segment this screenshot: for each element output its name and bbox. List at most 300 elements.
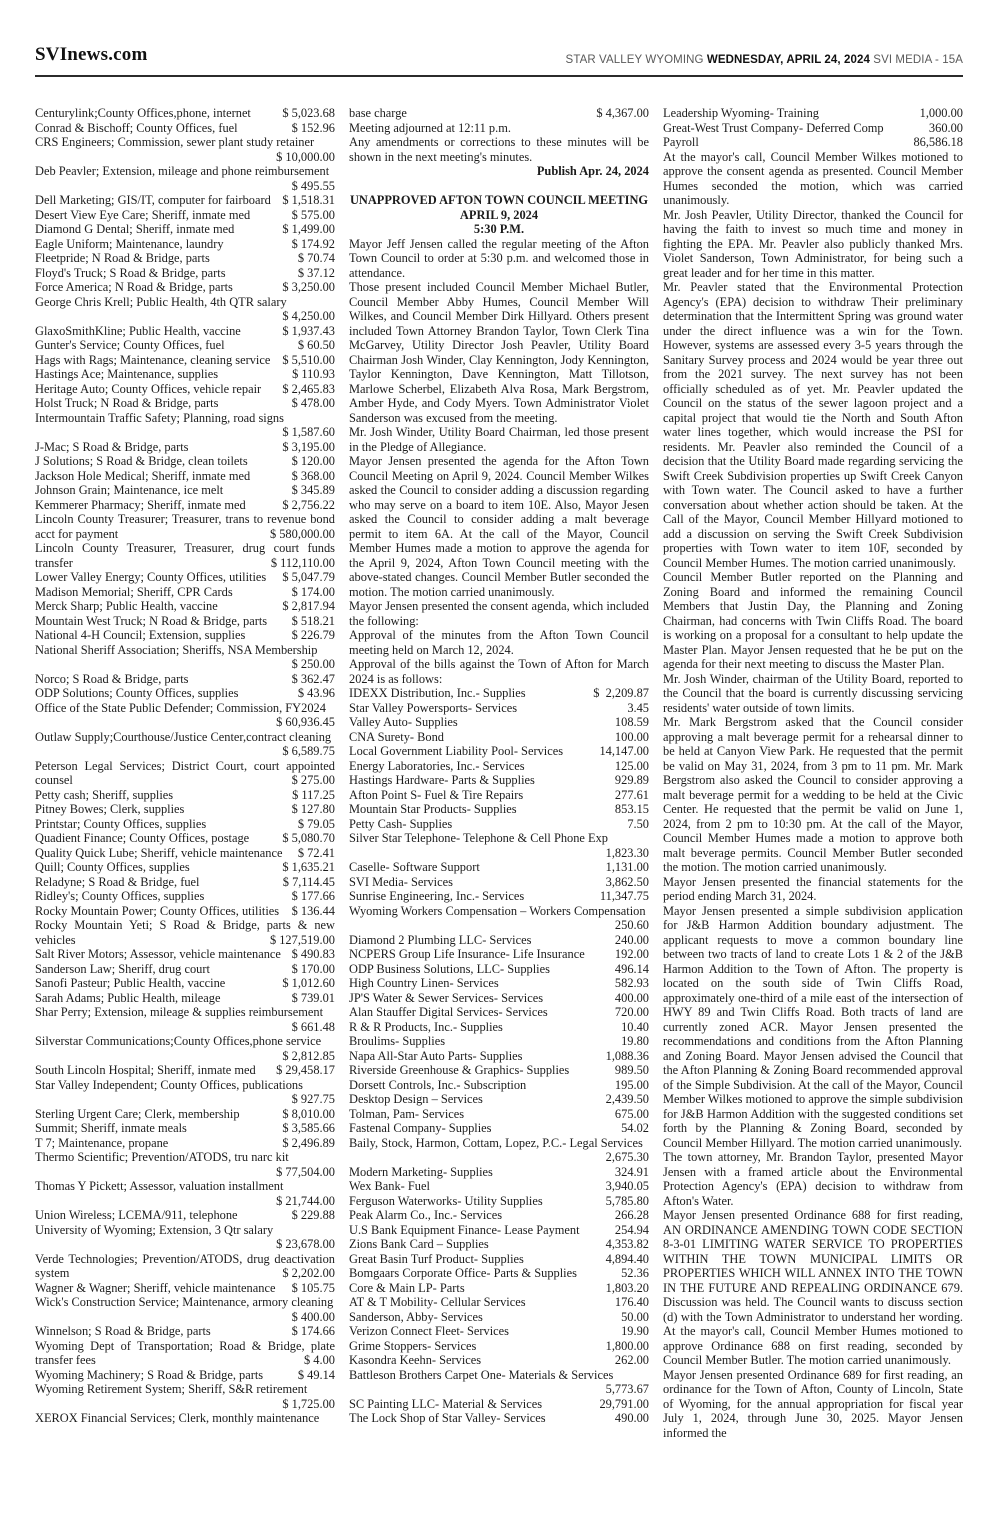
county-bill-entry: [35, 106, 335, 121]
bill-amount: 490.00: [614, 1411, 649, 1425]
vendor-description: Pitney Bowes; Clerk, supplies: [35, 802, 185, 816]
county-bill-entry: [35, 454, 335, 469]
county-bill-entry: [35, 396, 335, 411]
vendor-description: Floyd's Truck; S Road & Bridge, parts: [35, 265, 226, 280]
bill-amount: $ 1,937.43: [282, 323, 335, 338]
town-bill-entry: [349, 1020, 649, 1035]
vendor-description: Payroll: [663, 135, 699, 149]
bill-amount: 3,862.50: [605, 874, 649, 889]
bill-amount: 195.00: [614, 1077, 649, 1092]
vendor-description: Local Government Liability Pool- Services: [349, 744, 564, 758]
county-bill-entry: [35, 1411, 335, 1426]
vendor-description: J Solutions; S Road & Bridge, clean toilets: [35, 454, 248, 468]
town-bill-entry: [349, 860, 649, 875]
vendor-description: Ridley's; County Offices, supplies: [35, 889, 205, 903]
county-bill-entry: [35, 889, 335, 904]
body-paragraph: Those present included Council Member Michael Butler, Council Member Abby Humes, Council Member Will Wilkes, and Council Member Dirk Hillyard. Others present included Town Attorney Brandon Taylor, Town Clerk Tina McGarvey, Utility Director Josh Peavler, Utility Board Chairman Josh Winder, Clay Kennington, Jody Kennington, Taylor Kennington, Dave Kennington, Matt Tillotson, Marlowe Scherbel, Elizabeth Alva Rosa, Mark Bergstrom, Amber Hyde, and Cody Myers. Town Administrator Violet Sanderson was excused from the meeting.: [349, 280, 649, 425]
bill-amount: 5,773.67: [605, 1382, 649, 1396]
town-bill-entry: [349, 976, 649, 991]
vendor-description: CNA Surety- Bond: [349, 729, 444, 744]
bill-amount: 4,894.40: [605, 1251, 649, 1266]
bill-amount: $ 4,250.00: [282, 309, 335, 323]
bill-amount: $ 136.44: [291, 903, 335, 918]
bill-amount: 1,131.00: [605, 860, 649, 874]
town-bill-entry: [349, 1136, 649, 1165]
vendor-description: Silver Star Telephone- Telephone & Cell Phone Exp: [349, 831, 608, 845]
bill-amount: 266.28: [614, 1208, 649, 1222]
bill-amount: $ 400.00: [291, 1309, 335, 1324]
vendor-description: Broulims- Supplies: [349, 1034, 446, 1048]
masthead-region: STAR VALLEY WYOMING: [565, 54, 707, 66]
vendor-description: Leadership Wyoming- Training: [663, 106, 819, 120]
meeting-heading-date: APRIL 9, 2024: [459, 207, 539, 222]
bill-amount: $ 575.00: [291, 207, 335, 222]
vendor-description: Afton Point S- Fuel & Tire Repairs: [349, 787, 524, 802]
bill-amount: $ 21,744.00: [276, 1193, 335, 1208]
bill-amount: $ 3,585.66: [282, 1121, 335, 1135]
closing-paragraphs: [349, 121, 649, 165]
bill-amount: 496.14: [614, 961, 649, 976]
vendor-description: Great Basin Turf Product- Supplies: [349, 1251, 524, 1266]
bill-amount: $ 5,023.68: [282, 106, 335, 120]
minutes-paragraphs-continued: [663, 150, 963, 1441]
town-bill-entry: [349, 1194, 649, 1209]
town-bill-entry: [349, 1237, 649, 1252]
vendor-description: Wyoming Dept of Transportation; Road & Bridge, plate transfer fees: [35, 1338, 335, 1367]
bill-amount: $ 170.00: [291, 961, 335, 976]
county-bill-entry: [35, 1136, 335, 1151]
town-bill-entry: [349, 1324, 649, 1339]
vendor-description: Sanofi Pasteur; Public Health, vaccine: [35, 976, 226, 990]
body-paragraph: Mayor Jensen presented a simple subdivision application for J&B Harmon Addition boundary adjustment. The applicant requests to move a common boundary line between two tracts of land to create Lots 1 & 2 of the J&B Harmon Addition to the Town of Afton. The property is located on the south side of Twin Cliffs Road, approximately one-third of a mile east of the intersection of HWY 89 and Twin Cliffs Road. Both tracts of land are currently zoned ACR. Mayor Jensen presented the recommendations and conditions from the Afton Planning and Zoning Board. Mayor Jensen advised the Council that the Afton Planning & Zoning Board recommended approval of the Simple Subdivision. At the call of the Mayor, Council Member Wilkes motioned to approve the simple subdivision for J&B Harmon Addition with the suggested conditions set forth by the Planning & Zoning Board, seconded by Council Member Hillyard. The motion carried unanimously.: [663, 903, 963, 1150]
vendor-description: George Chris Krell; Public Health, 4th QTR salary: [35, 294, 287, 309]
town-bill-entry: [663, 121, 963, 136]
town-bill-entry: [349, 875, 649, 890]
vendor-description: Wagner & Wagner; Sheriff, vehicle maintenance: [35, 1280, 276, 1295]
vendor-description: Conrad & Bischoff; County Offices, fuel: [35, 120, 238, 135]
bill-amount: $ 117.25: [292, 787, 335, 802]
vendor-description: Outlaw Supply;Courthouse/Justice Center,contract cleaning: [35, 729, 332, 744]
town-bill-entry: [349, 962, 649, 977]
county-bill-entry: [35, 1324, 335, 1339]
masthead-edition: SVI MEDIA - 15A: [870, 54, 963, 66]
masthead-date: WEDNESDAY, APRIL 24, 2024: [706, 54, 870, 66]
town-bill-entry: [349, 817, 649, 832]
county-bill-entry: [35, 701, 335, 730]
county-bill-entry: [35, 237, 335, 252]
bill-amount: $ 226.79: [291, 628, 335, 642]
vendor-description: JP'S Water & Sewer Services- Services: [349, 990, 544, 1005]
vendor-description: South Lincoln Hospital; Sheriff, inmate med: [35, 1063, 256, 1077]
vendor-description: Winnelson; S Road & Bridge, parts: [35, 1324, 211, 1338]
vendor-description: J-Mac; S Road & Bridge, parts: [35, 439, 189, 454]
county-bill-entry: [35, 1179, 335, 1208]
vendor-description: Lower Valley Energy; County Offices, utilities: [35, 570, 267, 584]
bill-amount: 5,785.80: [605, 1193, 649, 1208]
bill-amount: $ 2,202.00: [282, 1266, 335, 1280]
vendor-description: Dell Marketing; GIS/IT, computer for fairboard: [35, 193, 271, 207]
county-bill-entry: [35, 730, 335, 759]
bill-amount: 86,586.18: [913, 135, 963, 149]
vendor-description: Energy Laboratories, Inc.- Services: [349, 758, 525, 773]
town-bill-entry: [349, 889, 649, 904]
county-bill-entry: [35, 759, 335, 788]
body-paragraph: Mr. Josh Winder, chairman of the Utility Board, reported to the Council that the board is currently discussing servicing residents' water outside of town limits.: [663, 671, 963, 715]
county-bill-entry: [35, 991, 335, 1006]
bill-amount: 262.00: [614, 1353, 649, 1367]
body-paragraph: Mr. Josh Peavler, Utility Director, thanked the Council for having the faith to invest so much time and money in fighting the EPA. Mr. Peavler also publicly thanked Mrs. Violet Sanderson, Town Administrator, for being such a great leader and for her time in this matter.: [663, 207, 963, 280]
county-bill-entry: [35, 338, 335, 353]
town-bill-entry: [349, 759, 649, 774]
bill-amount: $ 105.75: [291, 1280, 335, 1295]
bill-amount: $ 3,250.00: [282, 280, 335, 294]
county-bill-entry: [35, 1107, 335, 1122]
body-paragraph: Mayor Jensen presented the agenda for the Afton Town Council Meeting on April 9, 2024. Council Member Wilkes asked the Council to consider adding a discussion regarding who may serve on a board to item 10E. Also, Mayor Jesen asked the Council to consider adding a malt beverage permit to item 6A. At the call of the Mayor, Council Member Humes made a motion to approve the agenda for the April 9, 2024, Afton Town Council meeting with the above-stated changes. Council Member Butler seconded the motion. The motion carried unanimously.: [349, 454, 649, 599]
bill-amount: $ 1,725.00: [282, 1396, 335, 1411]
bill-amount: 989.50: [614, 1063, 649, 1077]
vendor-description: Gunter's Service; County Offices, fuel: [35, 338, 225, 352]
body-paragraph: Mr. Josh Winder, Utility Board Chairman, led those present in the Pledge of Allegiance.: [349, 425, 649, 454]
bill-amount: 324.91: [614, 1164, 649, 1179]
bill-amount: $ 495.55: [291, 178, 335, 193]
county-bill-entry: [35, 1382, 335, 1411]
bill-amount: $ 127,519.00: [269, 932, 335, 947]
bill-amount: $ 478.00: [291, 396, 335, 410]
county-bill-entry: [35, 469, 335, 484]
bill-amount: $ 739.01: [291, 990, 335, 1005]
bill-amount: $ 43.96: [297, 686, 335, 700]
county-bill-entry: [35, 1005, 335, 1034]
county-bill-entry: [35, 672, 335, 687]
bill-amount: $ 2,756.22: [282, 497, 335, 512]
vendor-description: Silverstar Communications;County Offices,phone service: [35, 1034, 322, 1048]
vendor-description: Heritage Auto; County Offices, vehicle repair: [35, 381, 262, 396]
county-bill-entry: [35, 628, 335, 643]
vendor-description: IDEXX Distribution, Inc.- Supplies: [349, 686, 526, 700]
county-bill-entry: [35, 817, 335, 832]
county-bill-entry: [35, 976, 335, 991]
county-bill-entry: [35, 541, 335, 570]
vendor-description: Quality Quick Lube; Sheriff, vehicle maintenance: [35, 845, 283, 860]
county-bill-entry: [35, 280, 335, 295]
vendor-description: Wick's Construction Service; Maintenance, armory cleaning: [35, 1295, 334, 1309]
county-bill-entry: [35, 193, 335, 208]
vendor-description: Peak Alarm Co., Inc.- Services: [349, 1208, 503, 1222]
bill-amount: 14,147.00: [599, 744, 649, 758]
bill-amount: 100.00: [614, 729, 649, 744]
body-paragraph: Approval of the minutes from the Afton Town Council meeting held on March 12, 2024.: [349, 628, 649, 657]
bill-amount: $ 77,504.00: [276, 1164, 335, 1179]
bill-amount: $ 120.00: [291, 454, 335, 468]
vendor-description: Ferguson Waterworks- Utility Supplies: [349, 1193, 543, 1208]
county-bill-entry: [35, 904, 335, 919]
bill-amount: 1,000.00: [919, 106, 963, 120]
town-bill-entry: [349, 1107, 649, 1122]
town-bill-entry: [349, 1034, 649, 1049]
vendor-description: Riverside Greenhouse & Graphics- Supplies: [349, 1063, 570, 1077]
vendor-description: Alan Stauffer Digital Services- Services: [349, 1005, 548, 1019]
county-bill-entry: [35, 875, 335, 890]
masthead-dateline: [566, 54, 963, 66]
vendor-description: Thermo Scientific; Prevention/ATODS, tru narc kit: [35, 1150, 289, 1164]
bill-amount: $ 79.05: [297, 816, 335, 831]
bill-amount: 853.15: [614, 802, 649, 816]
bill-amount: 3,940.05: [605, 1179, 649, 1193]
bill-amount: 10.40: [621, 1019, 649, 1034]
town-bill-entry: [349, 1252, 649, 1267]
county-bill-entry: [35, 686, 335, 701]
vendor-description: Mountain Star Products- Supplies: [349, 802, 517, 816]
vendor-description: National 4-H Council; Extension, supplies: [35, 628, 246, 642]
bill-amount: $ 127.80: [291, 802, 335, 816]
town-bill-entry: [349, 1368, 649, 1397]
bill-amount: $ 112,110.00: [270, 555, 335, 570]
town-bill-entry: [349, 1339, 649, 1354]
town-bills-list-continued: [663, 106, 963, 150]
masthead: [35, 0, 963, 77]
vendor-description: Desert View Eye Care; Sheriff, inmate med: [35, 207, 251, 222]
county-bill-entry: [35, 918, 335, 947]
column-1-county-bills: [35, 106, 335, 1440]
county-bill-entry: [35, 1063, 335, 1078]
vendor-description: Summit; Sheriff, inmate meals: [35, 1121, 187, 1135]
county-bill-entry: [35, 324, 335, 339]
bill-amount: 400.00: [614, 990, 649, 1005]
county-bill-entry: [35, 367, 335, 382]
town-bill-entry: [349, 933, 649, 948]
town-bill-entry: [349, 904, 649, 933]
county-bill-entry: [35, 1223, 335, 1252]
town-bill-entry: [349, 701, 649, 716]
county-bill-entry: [35, 266, 335, 281]
county-bill-entry: [35, 1121, 335, 1136]
bill-amount: $ 70.74: [297, 251, 335, 265]
bill-amount: $ 60.50: [297, 338, 335, 352]
vendor-description: Wyoming Workers Compensation – Workers Compensation: [349, 903, 646, 918]
vendor-description: Sanderson, Abby- Services: [349, 1309, 483, 1324]
vendor-description: University of Wyoming; Extension, 3 Qtr salary: [35, 1222, 274, 1237]
vendor-description: Great-West Trust Company- Deferred Comp: [663, 120, 884, 135]
meeting-heading-title: UNAPPROVED AFTON TOWN COUNCIL MEETING: [349, 193, 649, 207]
vendor-description: Caselle- Software Support: [349, 860, 480, 874]
vendor-description: Holst Truck; N Road & Bridge, parts: [35, 396, 219, 410]
bill-amount: 1,823.30: [605, 845, 649, 860]
vendor-description: Reladyne; S Road & Bridge, fuel: [35, 874, 200, 889]
bill-amount: 11,347.75: [599, 889, 649, 903]
bill-amount: 582.93: [614, 976, 649, 990]
bill-amount: 2,439.50: [605, 1092, 649, 1106]
bill-amount: $ 2,817.94: [282, 599, 335, 613]
vendor-description: The Lock Shop of Star Valley- Services: [349, 1411, 546, 1425]
vendor-description: Diamond G Dental; Sheriff, inmate med: [35, 222, 235, 236]
vendor-description: Sunrise Engineering, Inc.- Services: [349, 889, 525, 903]
bill-amount: 7.50: [627, 816, 649, 831]
vendor-description: Office of the State Public Defender; Commission, FY2024: [35, 700, 326, 715]
town-bill-entry: [349, 1281, 649, 1296]
vendor-description: Shar Perry; Extension, mileage & supplies reimbursement: [35, 1005, 324, 1019]
vendor-description: ODP Business Solutions, LLC- Supplies: [349, 961, 550, 976]
vendor-description: Fleetpride; N Road & Bridge, parts: [35, 251, 210, 265]
bill-amount: 3.45: [627, 700, 649, 715]
county-bill-entry: [35, 585, 335, 600]
bill-amount: $ 10,000.00: [276, 149, 335, 164]
vendor-description: Petty cash; Sheriff, supplies: [35, 787, 174, 802]
vendor-description: Star Valley Powersports- Services: [349, 700, 518, 715]
county-bill-entry: [35, 353, 335, 368]
town-bills-list: [349, 686, 649, 1426]
body-paragraph: Mayor Jeff Jensen called the regular meeting of the Afton Town Council to order at 5:30 p.m. and welcomed those in attendance.: [349, 236, 649, 280]
bill-amount: 254.94: [614, 1222, 649, 1237]
county-bill-entry: [35, 121, 335, 136]
vendor-description: Madison Memorial; Sheriff, CPR Cards: [35, 584, 233, 599]
county-bill-entry: [35, 802, 335, 817]
vendor-description: Sanderson Law; Sheriff, drug court: [35, 961, 210, 976]
bill-amount: $ 927.75: [291, 1092, 335, 1106]
town-bill-entry: [349, 1092, 649, 1107]
bill-amount: $ 49.14: [297, 1367, 335, 1382]
bill-amount: $ 29,458.17: [276, 1063, 335, 1077]
column-3-meeting-minutes: [663, 106, 963, 1440]
bill-amount: $ 1,587.60: [282, 425, 335, 439]
vendor-description: U.S Bank Equipment Finance- Lease Payment: [349, 1222, 580, 1237]
vendor-description: Centurylink;County Offices,phone, internet: [35, 106, 251, 120]
county-bill-entry: [35, 860, 335, 875]
bill-amount: $ 490.83: [291, 947, 335, 961]
county-bill-entry: [35, 846, 335, 861]
vendor-description: Mountain West Truck; N Road & Bridge, parts: [35, 613, 268, 628]
vendor-description: Kemmerer Pharmacy; Sheriff, inmate med: [35, 497, 246, 512]
county-bill-entry: [35, 570, 335, 585]
vendor-description: Hastings Ace; Maintenance, supplies: [35, 367, 219, 381]
bill-amount: $ 174.66: [291, 1324, 335, 1338]
vendor-description: Printstar; County Offices, supplies: [35, 816, 207, 831]
bill-amount: $ 661.48: [291, 1019, 335, 1034]
bill-amount: 54.02: [621, 1121, 649, 1135]
bill-amount: $ 23,678.00: [276, 1237, 335, 1251]
county-bill-entry: [35, 498, 335, 513]
bill-amount: 2,675.30: [605, 1150, 649, 1164]
county-bill-entry: [35, 1368, 335, 1383]
town-bill-entry: [349, 1310, 649, 1325]
vendor-description: Verde Technologies; Prevention/ATODS, drug deactivation system: [35, 1251, 335, 1280]
vendor-description: Hags with Rags; Maintenance, cleaning service: [35, 352, 271, 367]
vendor-description: SVI Media- Services: [349, 874, 453, 889]
body-paragraph: Mr. Peavler stated that the Environmental Protection Agency's (EPA) decision to withdraw Their preliminary determination that the Intermittent Spring was ground water under the direct influence was a win for the Town. However, systems are assessed every 3-5 years through the Sanitary Survey process and 2024 would be year three out from the 2021 survey. The next survey has not been officially scheduled as of yet. Mr. Peavler updated the Council on the status of the sewer lagoon project and a capital project that would tie the North and South Afton water lines together, which would increase the PSI for residents. Mr. Peavler also reminded the Council of a decision that the Utility Board made regarding servicing the Swift Creek Subdivision properties up Swift Creek Canyon with Town water. The Council asked to have a further conversation about whether action should be taken. At the Call of the Mayor, Council Member Hillyard motioned to add a discussion on serving the Swift Creek Subdivision properties with Town water to item 10F, seconded by Council Member Humes. The motion carried unanimously.: [663, 280, 963, 570]
county-bill-entry: [35, 411, 335, 440]
bill-amount: 1,800.00: [605, 1338, 649, 1353]
county-bill-entry: [35, 251, 335, 266]
bill-amount: $ 8,010.00: [282, 1106, 335, 1121]
bill-amount: $ 177.66: [291, 889, 335, 903]
vendor-description: ODP Solutions; County Offices, supplies: [35, 686, 239, 700]
vendor-description: GlaxoSmithKline; Public Health, vaccine: [35, 323, 241, 338]
county-bill-entry: [35, 831, 335, 846]
county-bill-continuation: [349, 106, 649, 121]
vendor-description: Core & Main LP- Parts: [349, 1280, 465, 1295]
body-paragraph: Mayor Jensen presented Ordinance 688 for first reading, AN ORDINANCE AMENDING TOWN CODE SECTION 8-3-01 LIMITING WATER SERVICE TO PROPERTIES WITHIN THE TOWN MUNICIPAL LIMITS OR PROPERTIES WHICH WILL ANNEX INTO THE TOWN IN THE FUTURE AND REPEALING ORDINANCE 679. Discussion was held. The Council wants to discuss section (d) with the Town Administrator to understand her wording. At the mayor's call, Council Member Humes motioned to approve Ordinance 688 on first reading, seconded by Council Member Butler. The motion carried unanimously.: [663, 1208, 963, 1367]
county-bill-entry: [35, 599, 335, 614]
bill-amount: $ 2,209.87: [593, 686, 649, 700]
article-columns: [35, 77, 963, 1440]
vendor-description: XEROX Financial Services; Clerk, monthly maintenance: [35, 1411, 320, 1425]
county-bill-entry: [35, 1252, 335, 1281]
bill-amount: 176.40: [614, 1295, 649, 1309]
county-bill-entry: [35, 295, 335, 324]
spacer: [349, 179, 649, 194]
county-bill-entry: [35, 1295, 335, 1324]
body-paragraph: Approval of the bills against the Town of Afton for March 2024 is as follows:: [349, 657, 649, 686]
bill-amount: 929.89: [614, 773, 649, 787]
vendor-description: Verizon Connect Fleet- Services: [349, 1324, 509, 1338]
county-bill-entry: [35, 614, 335, 629]
town-bill-entry: [349, 773, 649, 788]
bill-amount: 360.00: [928, 120, 963, 135]
vendor-description: Petty Cash- Supplies: [349, 816, 453, 831]
vendor-description: Thomas Y Pickett; Assessor, valuation installment: [35, 1179, 284, 1193]
bill-amount: $ 2,496.89: [282, 1135, 335, 1150]
town-bill-entry: [349, 1179, 649, 1194]
town-bill-entry: [349, 715, 649, 730]
vendor-description: Lincoln County Treasurer; Treasurer, trans to revenue bond acct for payment: [35, 512, 335, 541]
bill-amount: $ 1,635.21: [282, 860, 335, 874]
county-bill-entry: [35, 440, 335, 455]
bill-amount: $ 4,367.00: [596, 106, 649, 120]
vendor-description: Rocky Mountain Power; County Offices, utilities: [35, 903, 280, 918]
vendor-description: Lincoln County Treasurer, Treasurer, drug court funds transfer: [35, 541, 335, 570]
bill-amount: $ 6,589.75: [282, 744, 335, 758]
town-bill-entry: [663, 135, 963, 150]
bill-amount: $ 5,510.00: [282, 352, 335, 367]
vendor-description: Fastenal Company- Supplies: [349, 1121, 492, 1135]
vendor-description: Sarah Adams; Public Health, mileage: [35, 990, 221, 1005]
bill-amount: $ 580,000.00: [269, 526, 335, 541]
county-bill-entry: [35, 382, 335, 397]
bill-amount: 19.80: [621, 1034, 649, 1048]
bill-amount: 19.90: [621, 1324, 649, 1338]
bill-amount: $ 174.00: [291, 584, 335, 599]
bill-amount: $ 7,114.45: [282, 874, 335, 889]
vendor-description: National Sheriff Association; Sheriffs, NSA Membership: [35, 642, 318, 657]
vendor-description: Union Wireless; LCEMA/911, telephone: [35, 1208, 238, 1222]
bill-amount: $ 2,465.83: [282, 381, 335, 396]
body-paragraph: Council Member Butler reported on the Planning and Zoning Board and informed the remaining Council Members that Justin Day, the Planning and Zoning Chairman, had concerns with Twin Cliffs Road. The board is working on a proposal for a consultant to help update the Master Plan. Mayor Jensen requested that he be put on the agenda for their next meeting to discuss the Master Plan.: [663, 570, 963, 671]
bill-amount: $ 1,518.31: [282, 193, 335, 207]
vendor-description: Peterson Legal Services; District Court, court appointed counsel: [35, 758, 335, 787]
county-bill-entry: [35, 1281, 335, 1296]
county-bill-entry: [35, 1150, 335, 1179]
bill-amount: $ 174.92: [291, 236, 335, 251]
vendor-description: SC Painting LLC- Material & Services: [349, 1396, 543, 1411]
bill-amount: $ 345.89: [291, 483, 335, 497]
bill-amount: $ 229.88: [291, 1208, 335, 1222]
body-paragraph: Mayor Jensen presented the financial statements for the period ending March 31, 2024.: [663, 874, 963, 903]
bill-amount: $ 4.00: [304, 1353, 335, 1367]
vendor-description: Zions Bank Card – Supplies: [349, 1237, 489, 1251]
vendor-description: Grime Stoppers- Services: [349, 1338, 477, 1353]
body-paragraph: Mayor Jensen presented the consent agenda, which included the following:: [349, 599, 649, 628]
vendor-description: Eagle Uniform; Maintenance, laundry: [35, 236, 224, 251]
bill-amount: 675.00: [614, 1106, 649, 1121]
town-bill-entry: [349, 1295, 649, 1310]
vendor-description: Deb Peavler; Extension, mileage and phone reimbursement: [35, 164, 330, 178]
vendor-description: Valley Auto- Supplies: [349, 715, 458, 729]
bill-amount: $ 60,936.45: [276, 715, 335, 729]
county-bill-entry: [35, 222, 335, 237]
town-bill-entry: [349, 991, 649, 1006]
bill-amount: 1,803.20: [605, 1280, 649, 1295]
bill-amount: $ 1,499.00: [282, 222, 335, 236]
bill-amount: $ 518.21: [291, 613, 335, 628]
